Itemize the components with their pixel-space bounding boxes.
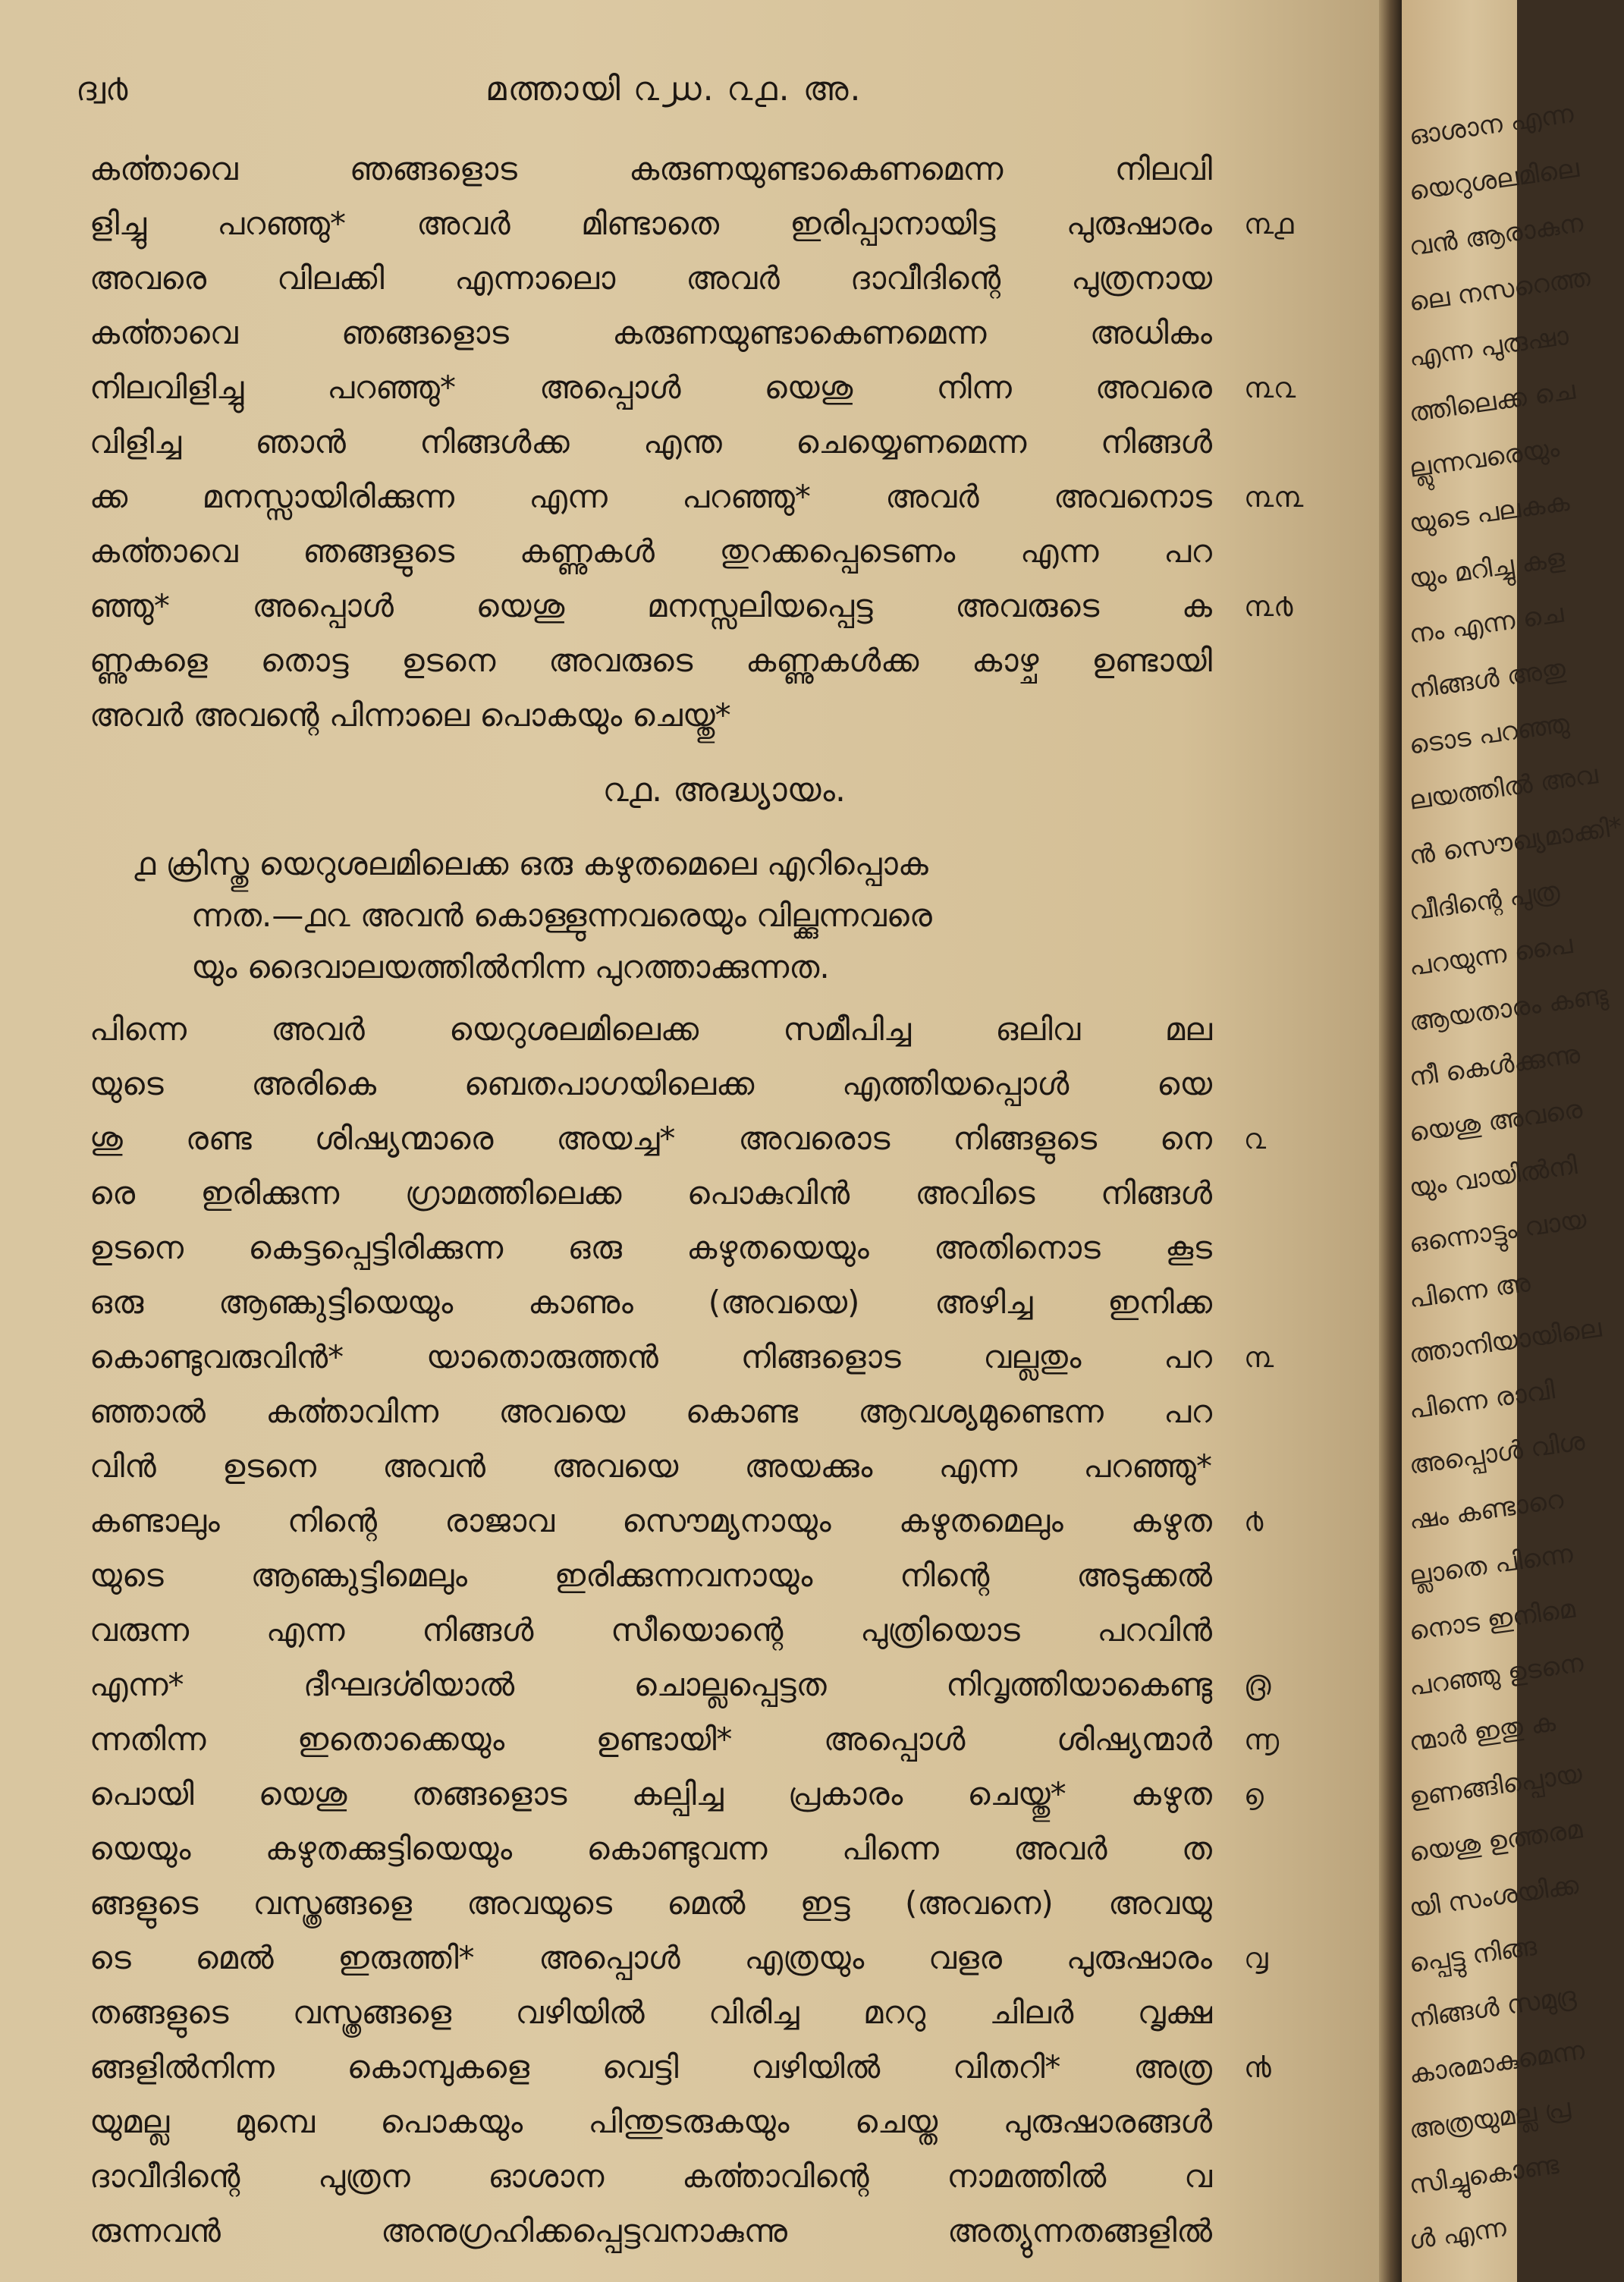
- text-line: കൎത്താവെ ഞങ്ങളൊട കരുണയുണ്ടാകെണമെന്ന അധികം: [90, 314, 1212, 351]
- text-line: വിൻ ഉടനെ അവൻ അവയെ അയക്കും എന്ന പറഞ്ഞു*: [90, 1447, 1212, 1485]
- facing-page-text: യെശു അവരെ: [1407, 1094, 1585, 1149]
- facing-page-text: ആയതാരം കണ്ടു: [1407, 979, 1610, 1038]
- page-header: [76, 70, 1214, 115]
- facing-page-text: ന്മാർ ഇതു ക: [1407, 1707, 1558, 1758]
- verse-number: ൪: [1244, 1504, 1264, 1538]
- facing-page-text: എന്ന പുരുഷാ: [1407, 320, 1571, 373]
- verse-number: ൩൪: [1244, 589, 1293, 623]
- verse-number: ൩൧: [1244, 207, 1294, 240]
- facing-page-text: ൾ എന്ന: [1407, 2212, 1509, 2256]
- text-line: രുന്നവൻ അനുഗ്രഹിക്കപ്പെട്ടവനാകുന്നു അത്യുന്നതങ്ങളിൽ: [90, 2212, 1212, 2249]
- text-line: ളിച്ചു പറഞ്ഞു* അവർ മിണ്ടാതെ ഇരിപ്പാനായിട്ട പുരുഷാരം: [90, 205, 1212, 242]
- chapter-heading: ൨൧. അദ്ധ്യായം.: [603, 771, 846, 809]
- verse-number: ൬: [1244, 1723, 1280, 1756]
- page-gutter: [1379, 0, 1402, 2282]
- text-line: ക്ക മനസ്സായിരിക്കുന്ന എന്ന പറഞ്ഞു* അവർ അവനൊട: [90, 478, 1212, 515]
- text-line: ന്നതിന്ന ഇതൊക്കെയും ഉണ്ടായി* അപ്പൊൾ ശിഷ്യന്മാർ: [90, 1721, 1212, 1758]
- facing-page-text: നീ കെൾക്കുന്നു: [1407, 1039, 1582, 1093]
- facing-page-text: യും വായിൽനി: [1407, 1150, 1579, 1204]
- text-line: ഞ്ഞാൽ കൎത്താവിന്ന അവയെ കൊണ്ട ആവശ്യമുണ്ടെന്ന പറ: [90, 1393, 1212, 1430]
- text-line: യുടെ ആണ്കുട്ടിമെലും ഇരിക്കുന്നവനായും നിന്റെ അടുക്കൽ: [90, 1557, 1212, 1594]
- facing-page-text: യുടെ പലകക: [1407, 486, 1572, 539]
- summary-line: ന്നത.—൧൨ അവൻ കൊള്ളുന്നവരെയും വില്ക്കുന്നവരെ: [191, 897, 932, 934]
- running-title: മത്തായി ൨൰. ൨൧. അ.: [485, 70, 862, 108]
- facing-page-text: നം എന്ന ചെ: [1407, 598, 1566, 650]
- facing-page-text: യും മറിച്ചു കള: [1407, 542, 1567, 595]
- text-line: ഉടനെ കെട്ടപ്പെട്ടിരിക്കുന്ന ഒരു കഴുതയെയും അതിനൊട കൂട: [90, 1229, 1212, 1266]
- facing-page-text: പിന്നെ രാവി: [1407, 1375, 1557, 1425]
- text-line: ങ്ങളിൽനിന്ന കൊമ്പുകളെ വെട്ടി വഴിയിൽ വിതറി* അത്ര: [90, 2048, 1212, 2086]
- facing-page-text: ഓശാന എന്ന: [1407, 98, 1575, 152]
- facing-page-text: അപ്പൊൾ വിശ: [1407, 1425, 1587, 1481]
- facing-page-text: ഉണങ്ങിപ്പൊയ: [1407, 1759, 1585, 1813]
- page-number: ദ്വ൪: [76, 70, 128, 108]
- text-line: ങ്ങളുടെ വസ്ത്രങ്ങളെ അവയുടെ മെൽ ഇട്ട (അവനെ) അവയു: [90, 1884, 1212, 1922]
- text-line: ഒരു ആണ്കുട്ടിയെയും കാണും (അവയെ) അഴിച്ച ഇനിക്ക: [90, 1284, 1212, 1321]
- text-line: ണ്ണുകളെ തൊട്ട ഉടനെ അവരുടെ കണ്ണുകൾക്ക കാഴ്ച ഉണ്ടായി: [90, 642, 1212, 679]
- facing-page-text: പറഞ്ഞു ഉടനെ: [1407, 1647, 1585, 1702]
- verse-number: ൮: [1244, 1941, 1268, 1975]
- text-line: കൎത്താവെ ഞങ്ങളുടെ കണ്ണുകൾ തുറക്കപ്പെടെണം എന്ന പറ: [90, 533, 1212, 570]
- facing-page-text: പിന്നെ അ: [1407, 1267, 1532, 1315]
- verse-number: ൩൩: [1244, 480, 1304, 514]
- text-line: കൊണ്ടുവരുവിൻ* യാതൊരുത്തൻ നിങ്ങളൊട വല്ലതും പറ: [90, 1338, 1212, 1375]
- text-line: ദാവീദിന്റെ പുത്രന ഓശാന കൎത്താവിന്റെ നാമത്തിൽ വ: [90, 2158, 1212, 2195]
- facing-page-text: പറയുന്ന പൈ: [1407, 929, 1575, 982]
- text-line: തങ്ങളുടെ വസ്ത്രങ്ങളെ വഴിയിൽ വിരിച്ച മററു ചിലർ വൃക്ഷ: [90, 1994, 1212, 2031]
- facing-page-text: പ്പെട്ടു നിങ്ങ: [1407, 1931, 1539, 1979]
- facing-page-text: നിങ്ങൾ അതു: [1407, 653, 1568, 706]
- text-line: ടെ മെൽ ഇരുത്തി* അപ്പൊൾ എത്രയും വളര പുരുഷാരം: [90, 1939, 1212, 1976]
- text-line: നിലവിളിച്ചു പറഞ്ഞു* അപ്പൊൾ യെശു നിന്ന അവരെ: [90, 369, 1212, 406]
- facing-page-text: സിച്ചുകൊണ്ട: [1407, 2149, 1561, 2201]
- facing-page-text: ൻ സൌഖ്യമാക്കി*: [1407, 811, 1624, 872]
- facing-page-text: ല്ലുന്നവരെയും: [1407, 432, 1562, 484]
- facing-page-text: കാരമാകുമെന്ന: [1407, 2035, 1587, 2090]
- text-line: പിന്നെ അവർ യെറുശലമിലെക്ക സമീപിച്ച ഒലിവ മല: [90, 1011, 1212, 1048]
- facing-page-text: ഒന്നൊട്ടും വായ: [1407, 1204, 1588, 1259]
- verse-number: ൯: [1244, 2051, 1271, 2084]
- verse-number: ൨: [1244, 1122, 1267, 1155]
- verse-number: ൫: [1244, 1668, 1271, 1702]
- text-line: വിളിച്ച ഞാൻ നിങ്ങൾക്ക എന്ത ചെയ്യെണമെന്ന നിങ്ങൾ: [90, 423, 1212, 460]
- facing-page-text: ഷം കണ്ടാറെ: [1407, 1484, 1566, 1536]
- facing-page-text: യെറുശലമിലെ: [1407, 152, 1582, 207]
- facing-page-text: അത്രയുമല്ല പ്ര: [1407, 2092, 1572, 2145]
- facing-page-text: നൊട ഇനിമെ: [1407, 1593, 1578, 1647]
- text-line: പൊയി യെശു തങ്ങളൊട കല്പിച്ച പ്രകാരം ചെയ്തു* കഴുത: [90, 1775, 1212, 1812]
- text-line: കണ്ടാലും നിന്റെ രാജാവ സൌമ്യനായും കഴുതമെലും കഴുത: [90, 1502, 1212, 1539]
- text-line: യെയും കഴുതക്കുട്ടിയെയും കൊണ്ടുവന്ന പിന്നെ അവർ ത: [90, 1830, 1212, 1867]
- text-line: ശു രണ്ട ശിഷ്യന്മാരെ അയച്ച* അവരൊട നിങ്ങളുടെ നെ: [90, 1120, 1212, 1157]
- facing-page-text: ത്താനിയായിലെ: [1407, 1312, 1604, 1370]
- facing-page-text: വീദിന്റെ പുത്ര: [1407, 875, 1562, 927]
- facing-page-text: ലയത്തിൽ അവ: [1407, 759, 1600, 816]
- verse-number: ൩൨: [1244, 371, 1296, 404]
- text-line: എന്ന* ദീഘദൎശിയാൽ ചൊല്ലപ്പെട്ടത നിവൃത്തിയാകെണ്ടു: [90, 1666, 1212, 1703]
- facing-page-text: ല്ലാതെ പിന്നെ: [1407, 1538, 1575, 1592]
- facing-page-text: ത്തിലെക്ക ചെ: [1407, 375, 1578, 429]
- facing-page-text: യെശു ഉത്തരമ: [1407, 1814, 1585, 1869]
- facing-page-text: ടൊട പറഞ്ഞു: [1407, 708, 1572, 761]
- facing-page-text: വൻ ആരാകുന: [1407, 208, 1585, 262]
- facing-page-fragment: [1402, 0, 1624, 2282]
- text-line: കൎത്താവെ ഞങ്ങളൊട കരുണയുണ്ടാകെണമെന്ന നിലവി: [90, 150, 1212, 187]
- text-line: അവരെ വിലക്കി എന്നാലൊ അവർ ദാവീദിന്റെ പുത്രനായ: [90, 259, 1212, 297]
- text-line: യുമല്ല മുമ്പെ പൊകയും പിന്തുടരുകയും ചെയ്ത പുരുഷാരങ്ങൾ: [90, 2103, 1212, 2140]
- text-line: വരുന്ന എന്ന നിങ്ങൾ സീയൊന്റെ പുത്രിയൊട പറവിൻ: [90, 1611, 1212, 1649]
- text-line: അവർ അവന്റെ പിന്നാലെ പൊകയും ചെയ്തു*: [90, 696, 731, 734]
- verse-number: ൭: [1244, 1778, 1264, 1811]
- facing-page-text: യി സംശയിക്ക: [1407, 1869, 1581, 1924]
- facing-page-text: നിങ്ങൾ സമുദ്ര: [1407, 1981, 1578, 2035]
- text-line: യുടെ അരികെ ബെതപാഗയിലെക്ക എത്തിയപ്പൊൾ യെ: [90, 1065, 1212, 1102]
- text-line: ഞ്ഞു* അപ്പൊൾ യെശു മനസ്സലിയപ്പെട്ട അവരുടെ ക: [90, 587, 1212, 624]
- text-line: രെ ഇരിക്കുന്ന ഗ്രാമത്തിലെക്ക പൊകുവിൻ അവിടെ നിങ്ങൾ: [90, 1174, 1212, 1212]
- facing-page-text: ലെ നസറെത്ത: [1407, 262, 1593, 318]
- summary-line: ൧ ക്രിസ്തു യെറുശലമിലെക്ക ഒരു കഴുതമെലെ എറിപ്പൊക: [134, 845, 928, 882]
- summary-line: യും ദൈവാലയത്തിൽനിന്ന പുറത്താക്കുന്നത.: [191, 948, 830, 985]
- verse-number: ൩: [1244, 1341, 1274, 1374]
